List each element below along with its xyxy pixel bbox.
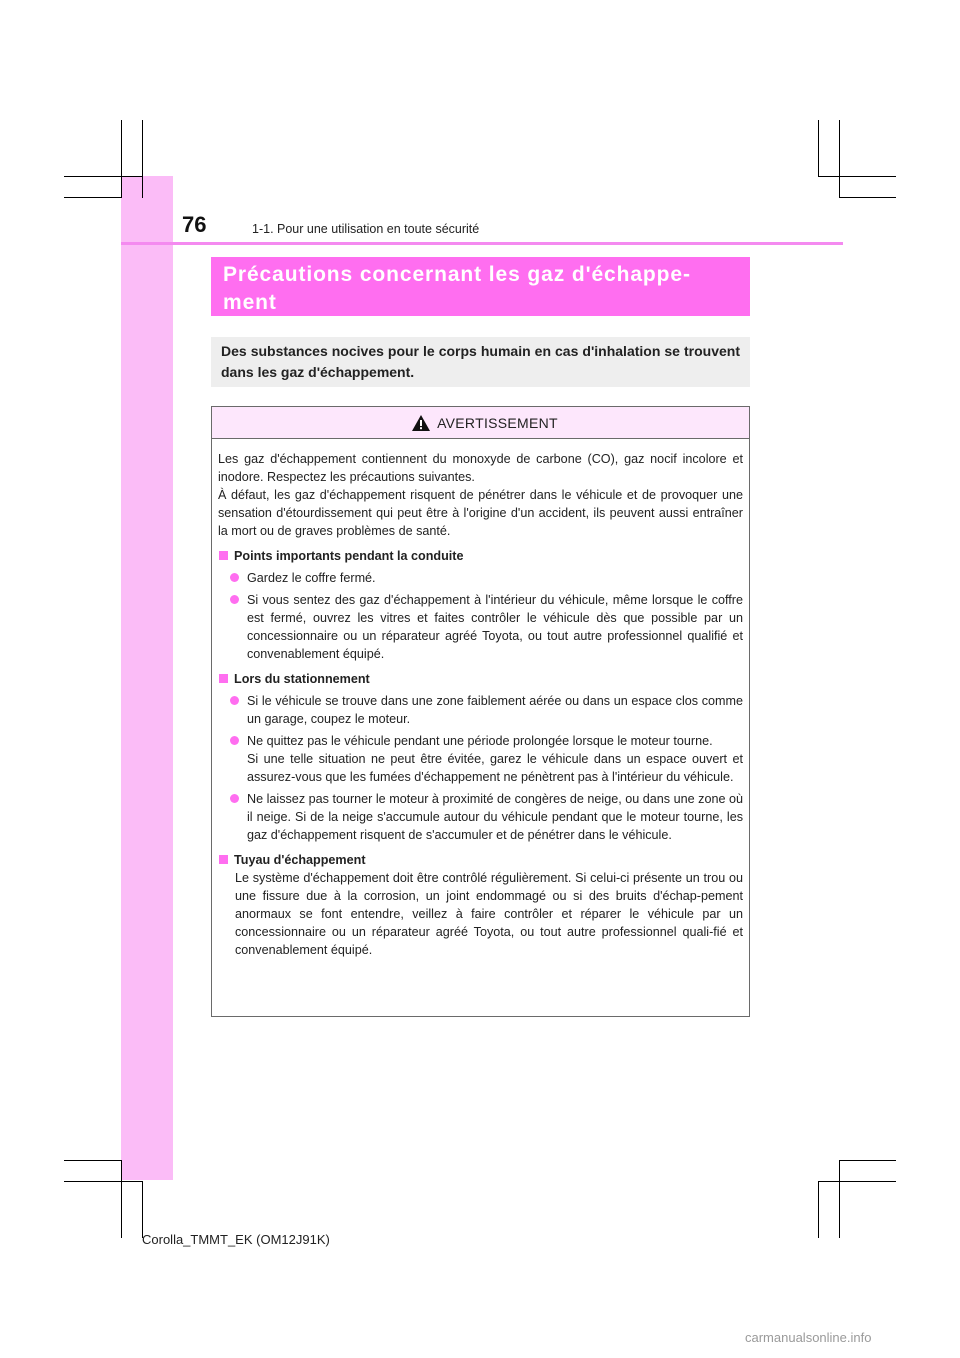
crop-mark <box>839 1160 896 1161</box>
warning-paragraph: Le système d'échappement doit être contrôlé régulièrement. Si celui-ci présente un trou ou une fissure due à la corrosion, un joint endommagé ou si des bruits d'échap-pement anormaux se font entendre, veillez à faire contrôler et réparer le véhicule par un concessionnaire ou un réparateur agréé Toyota, ou tout autre professionnel quali-fié et convenablement équipé. <box>235 871 743 957</box>
page-number: 76 <box>182 212 207 237</box>
crop-mark <box>818 120 819 177</box>
square-bullet-icon <box>219 855 228 864</box>
section-title: 1-1. Pour une utilisation en toute sécurité <box>252 222 480 236</box>
warning-section-heading: Tuyau d'échappement <box>218 851 743 869</box>
warning-section-heading: Lors du stationnement <box>218 670 743 688</box>
list-item: Si le véhicule se trouve dans une zone faiblement aérée ou dans un espace clos comme un garage, coupez le moteur. <box>218 692 743 728</box>
crop-mark <box>142 1181 143 1238</box>
summary-text: Des substances nocives pour le corps humain en cas d'inhalation se trouvent dans les gaz d'échappement. <box>221 343 740 380</box>
crop-mark <box>142 120 143 198</box>
round-bullet-icon <box>230 595 239 604</box>
summary-box <box>211 337 750 387</box>
crop-mark <box>818 1181 896 1182</box>
warning-body <box>212 439 749 959</box>
list-item <box>218 732 743 786</box>
round-bullet-icon <box>230 696 239 705</box>
warning-intro: Les gaz d'échappement contiennent du monoxyde de carbone (CO), gaz nocif incolore et inodore. Respectez les précautions suivantes. <box>218 452 743 484</box>
round-bullet-icon <box>230 794 239 803</box>
warning-triangle-icon <box>411 414 431 432</box>
crop-mark <box>121 120 122 198</box>
round-bullet-icon <box>230 736 239 745</box>
document-footer: Corolla_TMMT_EK (OM12J91K) <box>142 1232 330 1247</box>
watermark: carmanualsonline.info <box>745 1330 872 1345</box>
list-item: Si vous sentez des gaz d'échappement à l'intérieur du véhicule, même lorsque le coffre est fermé, ouvrez les vitres et faites contrôler le véhicule dès que possible par un concessionnaire ou un réparateur agréé Toyota, ou tout autre professionnel qualifié et convenablement équipé. <box>218 591 743 663</box>
page-title <box>223 261 738 317</box>
title-band <box>211 257 750 316</box>
warning-intro: À défaut, les gaz d'échappement risquent de pénétrer dans le véhicule et de provoquer une sensation d'étourdissement qui peut être à l'origine d'un accident, ils peuvent aussi entraîner la mort ou de graves problèmes de santé. <box>218 488 743 538</box>
round-bullet-icon <box>230 573 239 582</box>
warning-header <box>212 407 749 439</box>
square-bullet-icon <box>219 674 228 683</box>
crop-mark <box>818 176 896 177</box>
crop-mark <box>64 1181 143 1182</box>
crop-mark <box>64 176 143 177</box>
crop-mark <box>839 1160 840 1238</box>
list-item-text: Si une telle situation ne peut être évitée, garez le véhicule dans un espace ouvert et assurez-vous que les fumées d'échappement ne pénètrent pas à l'intérieur du véhicule. <box>247 752 743 784</box>
crop-mark <box>64 197 122 198</box>
warning-label: AVERTISSEMENT <box>437 414 558 431</box>
crop-mark <box>121 1160 122 1238</box>
square-bullet-icon <box>219 551 228 560</box>
header-rule <box>121 242 843 245</box>
warning-section-heading: Points importants pendant la conduite <box>218 547 743 565</box>
crop-mark <box>839 120 840 198</box>
page-edge-strip <box>121 176 173 1180</box>
page-title-line2: ment <box>223 291 277 314</box>
list-item: Gardez le coffre fermé. <box>218 569 743 587</box>
crop-mark <box>839 197 896 198</box>
crop-mark <box>818 1181 819 1238</box>
crop-mark <box>64 1160 122 1161</box>
list-item-text: Ne quittez pas le véhicule pendant une période prolongée lorsque le moteur tourne. <box>247 734 713 748</box>
warning-box <box>211 406 750 1017</box>
list-item: Ne laissez pas tourner le moteur à proximité de congères de neige, ou dans une zone où il neige. Si de la neige s'accumule autour du véhicule pendant que le moteur tourne, les gaz d'échappement risquent de s'accumuler et de pénétrer dans le véhicule. <box>218 790 743 844</box>
page-title-line1: Précautions concernant les gaz d'échappe- <box>223 263 691 286</box>
